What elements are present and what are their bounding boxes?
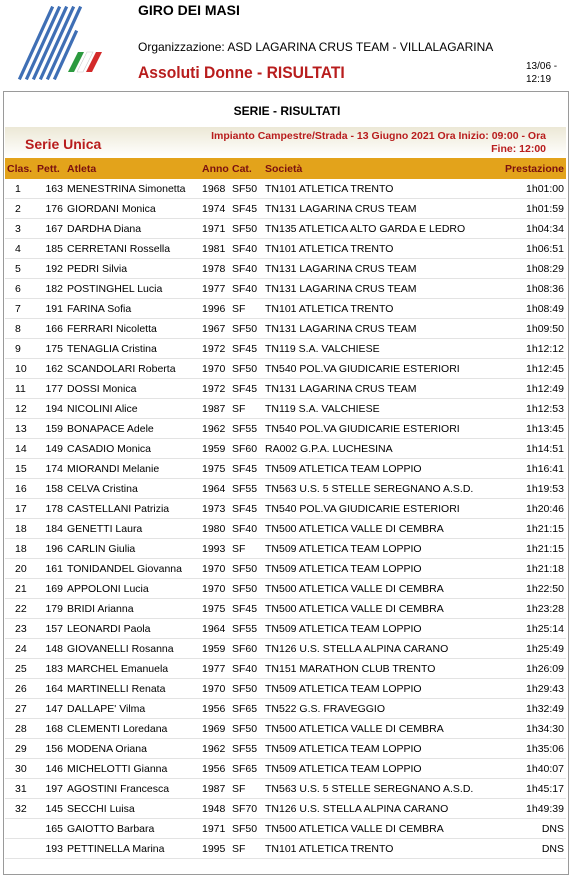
cell-cat: SF45 bbox=[230, 599, 263, 619]
cell-societa: TN509 ATLETICA TEAM LOPPIO bbox=[263, 559, 496, 579]
print-timestamp bbox=[526, 60, 557, 86]
cell-clas: 5 bbox=[5, 259, 35, 279]
cell-atleta: LEONARDI Paola bbox=[65, 619, 200, 639]
cell-pett: 194 bbox=[35, 399, 65, 419]
cell-societa: TN131 LAGARINA CRUS TEAM bbox=[263, 259, 496, 279]
cell-societa: TN126 U.S. STELLA ALPINA CARANO bbox=[263, 639, 496, 659]
cell-prestazione: DNS bbox=[496, 819, 566, 839]
cell-prestazione: 1h09:50 bbox=[496, 319, 566, 339]
table-row bbox=[5, 239, 566, 259]
cell-prestazione: 1h20:46 bbox=[496, 499, 566, 519]
cell-prestazione: 1h08:29 bbox=[496, 259, 566, 279]
cell-prestazione: 1h01:00 bbox=[496, 179, 566, 199]
cell-clas: 11 bbox=[5, 379, 35, 399]
cell-clas: 27 bbox=[5, 699, 35, 719]
cell-clas: 17 bbox=[5, 499, 35, 519]
cell-atleta: POSTINGHEL Lucia bbox=[65, 279, 200, 299]
cell-prestazione: 1h25:14 bbox=[496, 619, 566, 639]
cell-societa: TN563 U.S. 5 STELLE SEREGNANO A.S.D. bbox=[263, 779, 496, 799]
cell-atleta: MARCHEL Emanuela bbox=[65, 659, 200, 679]
table-row bbox=[5, 199, 566, 219]
cell-clas: 14 bbox=[5, 439, 35, 459]
cell-prestazione: 1h14:51 bbox=[496, 439, 566, 459]
cell-societa: TN119 S.A. VALCHIESE bbox=[263, 339, 496, 359]
cell-societa: TN131 LAGARINA CRUS TEAM bbox=[263, 199, 496, 219]
cell-atleta: AGOSTINI Francesca bbox=[65, 779, 200, 799]
cell-anno: 1995 bbox=[200, 839, 230, 859]
table-row bbox=[5, 679, 566, 699]
cell-pett: 165 bbox=[35, 819, 65, 839]
cell-societa: TN509 ATLETICA TEAM LOPPIO bbox=[263, 459, 496, 479]
table-row bbox=[5, 779, 566, 799]
federation-logo bbox=[16, 6, 112, 80]
cell-societa: TN500 ATLETICA VALLE DI CEMBRA bbox=[263, 519, 496, 539]
cell-atleta: CASTELLANI Patrizia bbox=[65, 499, 200, 519]
cell-societa: TN119 S.A. VALCHIESE bbox=[263, 399, 496, 419]
cell-cat: SF45 bbox=[230, 459, 263, 479]
cell-anno: 1973 bbox=[200, 499, 230, 519]
cell-societa: TN101 ATLETICA TRENTO bbox=[263, 299, 496, 319]
cell-societa: TN500 ATLETICA VALLE DI CEMBRA bbox=[263, 579, 496, 599]
cell-societa: TN500 ATLETICA VALLE DI CEMBRA bbox=[263, 819, 496, 839]
cell-anno: 1969 bbox=[200, 719, 230, 739]
cell-societa: TN540 POL.VA GIUDICARIE ESTERIORI bbox=[263, 419, 496, 439]
cell-atleta: MIORANDI Melanie bbox=[65, 459, 200, 479]
cell-anno: 1971 bbox=[200, 819, 230, 839]
table-row bbox=[5, 419, 566, 439]
table-header-row bbox=[5, 158, 566, 179]
col-header-societa: Società bbox=[263, 158, 496, 179]
cell-pett: 185 bbox=[35, 239, 65, 259]
cell-prestazione: 1h21:18 bbox=[496, 559, 566, 579]
cell-societa: TN540 POL.VA GIUDICARIE ESTERIORI bbox=[263, 359, 496, 379]
table-row bbox=[5, 699, 566, 719]
cell-prestazione: 1h21:15 bbox=[496, 539, 566, 559]
cell-prestazione: 1h49:39 bbox=[496, 799, 566, 819]
cell-atleta: GIORDANI Monica bbox=[65, 199, 200, 219]
cell-prestazione: 1h01:59 bbox=[496, 199, 566, 219]
table-row bbox=[5, 459, 566, 479]
cell-anno: 1987 bbox=[200, 399, 230, 419]
cell-pett: 176 bbox=[35, 199, 65, 219]
cell-cat: SF bbox=[230, 299, 263, 319]
cell-societa: TN500 ATLETICA VALLE DI CEMBRA bbox=[263, 599, 496, 619]
cell-atleta: GAIOTTO Barbara bbox=[65, 819, 200, 839]
cell-atleta: APPOLONI Lucia bbox=[65, 579, 200, 599]
cell-clas: 21 bbox=[5, 579, 35, 599]
cell-atleta: DARDHA Diana bbox=[65, 219, 200, 239]
cell-pett: 178 bbox=[35, 499, 65, 519]
cell-anno: 1977 bbox=[200, 279, 230, 299]
cell-prestazione: 1h16:41 bbox=[496, 459, 566, 479]
cell-atleta: MENESTRINA Simonetta bbox=[65, 179, 200, 199]
cell-cat: SF40 bbox=[230, 519, 263, 539]
table-row bbox=[5, 219, 566, 239]
cell-prestazione: 1h45:17 bbox=[496, 779, 566, 799]
cell-societa: TN563 U.S. 5 STELLE SEREGNANO A.S.D. bbox=[263, 479, 496, 499]
cell-cat: SF50 bbox=[230, 319, 263, 339]
table-row bbox=[5, 799, 566, 819]
cell-cat: SF40 bbox=[230, 239, 263, 259]
serie-bar bbox=[5, 127, 566, 157]
cell-atleta: CLEMENTI Loredana bbox=[65, 719, 200, 739]
cell-prestazione: 1h08:49 bbox=[496, 299, 566, 319]
table-row bbox=[5, 339, 566, 359]
cell-prestazione: DNS bbox=[496, 839, 566, 859]
cell-societa: TN135 ATLETICA ALTO GARDA E LEDRO bbox=[263, 219, 496, 239]
cell-societa: TN126 U.S. STELLA ALPINA CARANO bbox=[263, 799, 496, 819]
table-row bbox=[5, 519, 566, 539]
cell-atleta: BRIDI Arianna bbox=[65, 599, 200, 619]
cell-anno: 1959 bbox=[200, 439, 230, 459]
cell-anno: 1962 bbox=[200, 419, 230, 439]
cell-pett: 166 bbox=[35, 319, 65, 339]
cell-pett: 191 bbox=[35, 299, 65, 319]
cell-prestazione: 1h40:07 bbox=[496, 759, 566, 779]
cell-pett: 145 bbox=[35, 799, 65, 819]
cell-prestazione: 1h35:06 bbox=[496, 739, 566, 759]
cell-pett: 183 bbox=[35, 659, 65, 679]
cell-pett: 197 bbox=[35, 779, 65, 799]
cell-pett: 179 bbox=[35, 599, 65, 619]
cell-atleta: DALLAPE' Vilma bbox=[65, 699, 200, 719]
cell-cat: SF bbox=[230, 539, 263, 559]
col-header-atleta: Atleta bbox=[65, 158, 200, 179]
time-line: 12:19 bbox=[526, 74, 552, 85]
cell-cat: SF50 bbox=[230, 219, 263, 239]
table-row bbox=[5, 319, 566, 339]
cell-anno: 1993 bbox=[200, 539, 230, 559]
cell-anno: 1974 bbox=[200, 199, 230, 219]
cell-clas: 2 bbox=[5, 199, 35, 219]
table-row bbox=[5, 739, 566, 759]
cell-clas: 20 bbox=[5, 559, 35, 579]
cell-pett: 159 bbox=[35, 419, 65, 439]
cell-atleta: CARLIN Giulia bbox=[65, 539, 200, 559]
cell-anno: 1956 bbox=[200, 699, 230, 719]
cell-atleta: MICHELOTTI Gianna bbox=[65, 759, 200, 779]
cell-anno: 1962 bbox=[200, 739, 230, 759]
cell-anno: 1970 bbox=[200, 559, 230, 579]
table-row bbox=[5, 299, 566, 319]
table-row bbox=[5, 599, 566, 619]
cell-cat: SF50 bbox=[230, 719, 263, 739]
cell-pett: 148 bbox=[35, 639, 65, 659]
section-title: SERIE - RISULTATI bbox=[233, 104, 341, 118]
serie-info-line1: Impianto Campestre/Strada - 13 Giugno 2021 Ora Inizio: 09:00 - Ora bbox=[211, 130, 546, 142]
cell-cat: SF70 bbox=[230, 799, 263, 819]
cell-clas: 28 bbox=[5, 719, 35, 739]
cell-anno: 1964 bbox=[200, 479, 230, 499]
cell-anno: 1970 bbox=[200, 679, 230, 699]
cell-societa: TN522 G.S. FRAVEGGIO bbox=[263, 699, 496, 719]
cell-clas: 23 bbox=[5, 619, 35, 639]
cell-atleta: SECCHI Luisa bbox=[65, 799, 200, 819]
cell-clas: 7 bbox=[5, 299, 35, 319]
cell-pett: 184 bbox=[35, 519, 65, 539]
table-row bbox=[5, 279, 566, 299]
cell-cat: SF bbox=[230, 779, 263, 799]
cell-clas: 9 bbox=[5, 339, 35, 359]
cell-cat: SF55 bbox=[230, 479, 263, 499]
cell-prestazione: 1h32:49 bbox=[496, 699, 566, 719]
col-header-cat: Cat. bbox=[230, 158, 263, 179]
cell-anno: 1980 bbox=[200, 519, 230, 539]
table-row bbox=[5, 259, 566, 279]
cell-pett: 158 bbox=[35, 479, 65, 499]
cell-cat: SF bbox=[230, 839, 263, 859]
table-row bbox=[5, 579, 566, 599]
serie-name: Serie Unica bbox=[25, 136, 102, 152]
col-header-pett: Pett. bbox=[35, 158, 65, 179]
cell-pett: 147 bbox=[35, 699, 65, 719]
cell-cat: SF50 bbox=[230, 579, 263, 599]
cell-clas: 6 bbox=[5, 279, 35, 299]
cell-pett: 174 bbox=[35, 459, 65, 479]
cell-pett: 196 bbox=[35, 539, 65, 559]
cell-atleta: DOSSI Monica bbox=[65, 379, 200, 399]
cell-pett: 156 bbox=[35, 739, 65, 759]
cell-societa: TN131 LAGARINA CRUS TEAM bbox=[263, 379, 496, 399]
cell-clas: 18 bbox=[5, 519, 35, 539]
cell-prestazione: 1h08:36 bbox=[496, 279, 566, 299]
cell-anno: 1967 bbox=[200, 319, 230, 339]
cell-atleta: BONAPACE Adele bbox=[65, 419, 200, 439]
cell-anno: 1975 bbox=[200, 459, 230, 479]
cell-anno: 1972 bbox=[200, 379, 230, 399]
cell-clas: 12 bbox=[5, 399, 35, 419]
cell-prestazione: 1h12:45 bbox=[496, 359, 566, 379]
cell-pett: 182 bbox=[35, 279, 65, 299]
cell-prestazione: 1h13:45 bbox=[496, 419, 566, 439]
cell-cat: SF60 bbox=[230, 439, 263, 459]
cell-pett: 167 bbox=[35, 219, 65, 239]
cell-atleta: PETTINELLA Marina bbox=[65, 839, 200, 859]
cell-pett: 146 bbox=[35, 759, 65, 779]
cell-clas: 10 bbox=[5, 359, 35, 379]
cell-pett: 149 bbox=[35, 439, 65, 459]
cell-societa: TN509 ATLETICA TEAM LOPPIO bbox=[263, 679, 496, 699]
serie-info-line2: Fine: 12:00 bbox=[491, 143, 546, 155]
cell-anno: 1972 bbox=[200, 339, 230, 359]
cell-clas: 1 bbox=[5, 179, 35, 199]
table-row bbox=[5, 639, 566, 659]
cell-pett: 177 bbox=[35, 379, 65, 399]
cell-clas: 4 bbox=[5, 239, 35, 259]
cell-clas: 31 bbox=[5, 779, 35, 799]
cell-prestazione: 1h12:53 bbox=[496, 399, 566, 419]
cell-anno: 1948 bbox=[200, 799, 230, 819]
cell-cat: SF50 bbox=[230, 559, 263, 579]
cell-anno: 1987 bbox=[200, 779, 230, 799]
cell-atleta: SCANDOLARI Roberta bbox=[65, 359, 200, 379]
col-header-anno: Anno bbox=[200, 158, 230, 179]
cell-societa: TN131 LAGARINA CRUS TEAM bbox=[263, 279, 496, 299]
table-row bbox=[5, 559, 566, 579]
cell-pett: 163 bbox=[35, 179, 65, 199]
cell-clas: 16 bbox=[5, 479, 35, 499]
cell-cat: SF45 bbox=[230, 499, 263, 519]
table-row bbox=[5, 759, 566, 779]
cell-cat: SF50 bbox=[230, 179, 263, 199]
cell-anno: 1975 bbox=[200, 599, 230, 619]
event-title: GIRO DEI MASI bbox=[138, 2, 240, 18]
cell-anno: 1964 bbox=[200, 619, 230, 639]
cell-clas: 32 bbox=[5, 799, 35, 819]
cell-anno: 1971 bbox=[200, 219, 230, 239]
cell-cat: SF40 bbox=[230, 259, 263, 279]
cell-clas: 24 bbox=[5, 639, 35, 659]
cell-pett: 164 bbox=[35, 679, 65, 699]
table-row bbox=[5, 839, 566, 859]
table-row bbox=[5, 499, 566, 519]
cell-anno: 1968 bbox=[200, 179, 230, 199]
cell-clas: 18 bbox=[5, 539, 35, 559]
cell-atleta: TONIDANDEL Giovanna bbox=[65, 559, 200, 579]
cell-cat: SF40 bbox=[230, 659, 263, 679]
cell-prestazione: 1h23:28 bbox=[496, 599, 566, 619]
cell-prestazione: 1h25:49 bbox=[496, 639, 566, 659]
cell-cat: SF50 bbox=[230, 679, 263, 699]
cell-pett: 175 bbox=[35, 339, 65, 359]
cell-atleta: CERRETANI Rossella bbox=[65, 239, 200, 259]
cell-pett: 157 bbox=[35, 619, 65, 639]
table-row bbox=[5, 439, 566, 459]
cell-atleta: GIOVANELLI Rosanna bbox=[65, 639, 200, 659]
cell-societa: TN101 ATLETICA TRENTO bbox=[263, 179, 496, 199]
cell-societa: TN101 ATLETICA TRENTO bbox=[263, 839, 496, 859]
table-row bbox=[5, 819, 566, 839]
cell-anno: 1981 bbox=[200, 239, 230, 259]
table-row bbox=[5, 619, 566, 639]
cell-societa: TN509 ATLETICA TEAM LOPPIO bbox=[263, 619, 496, 639]
cell-cat: SF40 bbox=[230, 279, 263, 299]
cell-societa: TN500 ATLETICA VALLE DI CEMBRA bbox=[263, 719, 496, 739]
cell-prestazione: 1h29:43 bbox=[496, 679, 566, 699]
cell-clas: 13 bbox=[5, 419, 35, 439]
cell-cat: SF45 bbox=[230, 199, 263, 219]
organization-line: Organizzazione: ASD LAGARINA CRUS TEAM - VILLALAGARINA bbox=[138, 40, 494, 54]
cell-prestazione: 1h34:30 bbox=[496, 719, 566, 739]
cell-anno: 1970 bbox=[200, 359, 230, 379]
cell-societa: TN509 ATLETICA TEAM LOPPIO bbox=[263, 739, 496, 759]
cell-clas: 3 bbox=[5, 219, 35, 239]
date-line: 13/06 - bbox=[526, 61, 558, 72]
cell-atleta: FERRARI Nicoletta bbox=[65, 319, 200, 339]
cell-cat: SF45 bbox=[230, 379, 263, 399]
table-row bbox=[5, 179, 566, 199]
cell-atleta: TENAGLIA Cristina bbox=[65, 339, 200, 359]
page-title: Assoluti Donne - RISULTATI bbox=[138, 63, 345, 82]
cell-societa: TN131 LAGARINA CRUS TEAM bbox=[263, 319, 496, 339]
cell-societa: TN509 ATLETICA TEAM LOPPIO bbox=[263, 539, 496, 559]
cell-pett: 161 bbox=[35, 559, 65, 579]
cell-pett: 169 bbox=[35, 579, 65, 599]
cell-cat: SF65 bbox=[230, 759, 263, 779]
cell-societa: TN540 POL.VA GIUDICARIE ESTERIORI bbox=[263, 499, 496, 519]
cell-atleta: NICOLINI Alice bbox=[65, 399, 200, 419]
cell-prestazione: 1h19:53 bbox=[496, 479, 566, 499]
cell-clas: 15 bbox=[5, 459, 35, 479]
cell-prestazione: 1h12:12 bbox=[496, 339, 566, 359]
cell-prestazione: 1h22:50 bbox=[496, 579, 566, 599]
serie-info bbox=[186, 130, 546, 156]
table-row bbox=[5, 359, 566, 379]
col-header-clas: Clas. bbox=[5, 158, 35, 179]
cell-prestazione: 1h21:15 bbox=[496, 519, 566, 539]
cell-anno: 1959 bbox=[200, 639, 230, 659]
cell-atleta: CELVA Cristina bbox=[65, 479, 200, 499]
cell-anno: 1978 bbox=[200, 259, 230, 279]
cell-pett: 192 bbox=[35, 259, 65, 279]
table-row bbox=[5, 399, 566, 419]
cell-cat: SF55 bbox=[230, 619, 263, 639]
cell-cat: SF50 bbox=[230, 819, 263, 839]
table-row bbox=[5, 659, 566, 679]
cell-prestazione: 1h12:49 bbox=[496, 379, 566, 399]
table-row bbox=[5, 719, 566, 739]
cell-clas: 25 bbox=[5, 659, 35, 679]
cell-societa: TN101 ATLETICA TRENTO bbox=[263, 239, 496, 259]
cell-pett: 168 bbox=[35, 719, 65, 739]
cell-cat: SF55 bbox=[230, 739, 263, 759]
table-row bbox=[5, 539, 566, 559]
cell-prestazione: 1h06:51 bbox=[496, 239, 566, 259]
cell-atleta: CASADIO Monica bbox=[65, 439, 200, 459]
table-row bbox=[5, 479, 566, 499]
cell-cat: SF55 bbox=[230, 419, 263, 439]
cell-clas: 26 bbox=[5, 679, 35, 699]
table-row bbox=[5, 379, 566, 399]
cell-prestazione: 1h26:09 bbox=[496, 659, 566, 679]
col-header-prestazione: Prestazione bbox=[496, 158, 566, 179]
cell-cat: SF45 bbox=[230, 339, 263, 359]
cell-cat: SF50 bbox=[230, 359, 263, 379]
cell-atleta: PEDRI Silvia bbox=[65, 259, 200, 279]
cell-clas bbox=[5, 819, 35, 839]
cell-anno: 1977 bbox=[200, 659, 230, 679]
cell-cat: SF65 bbox=[230, 699, 263, 719]
cell-prestazione: 1h04:34 bbox=[496, 219, 566, 239]
cell-atleta: GENETTI Laura bbox=[65, 519, 200, 539]
cell-atleta: FARINA Sofia bbox=[65, 299, 200, 319]
cell-anno: 1970 bbox=[200, 579, 230, 599]
cell-societa: RA002 G.P.A. LUCHESINA bbox=[263, 439, 496, 459]
cell-anno: 1956 bbox=[200, 759, 230, 779]
cell-anno: 1996 bbox=[200, 299, 230, 319]
cell-clas: 8 bbox=[5, 319, 35, 339]
cell-clas: 29 bbox=[5, 739, 35, 759]
results-body bbox=[5, 179, 566, 859]
cell-clas: 22 bbox=[5, 599, 35, 619]
results-table bbox=[5, 158, 566, 859]
cell-cat: SF60 bbox=[230, 639, 263, 659]
cell-atleta: MARTINELLI Renata bbox=[65, 679, 200, 699]
cell-societa: TN509 ATLETICA TEAM LOPPIO bbox=[263, 759, 496, 779]
cell-atleta: MODENA Oriana bbox=[65, 739, 200, 759]
cell-cat: SF bbox=[230, 399, 263, 419]
cell-clas: 30 bbox=[5, 759, 35, 779]
cell-clas bbox=[5, 839, 35, 859]
cell-societa: TN151 MARATHON CLUB TRENTO bbox=[263, 659, 496, 679]
cell-pett: 162 bbox=[35, 359, 65, 379]
cell-pett: 193 bbox=[35, 839, 65, 859]
